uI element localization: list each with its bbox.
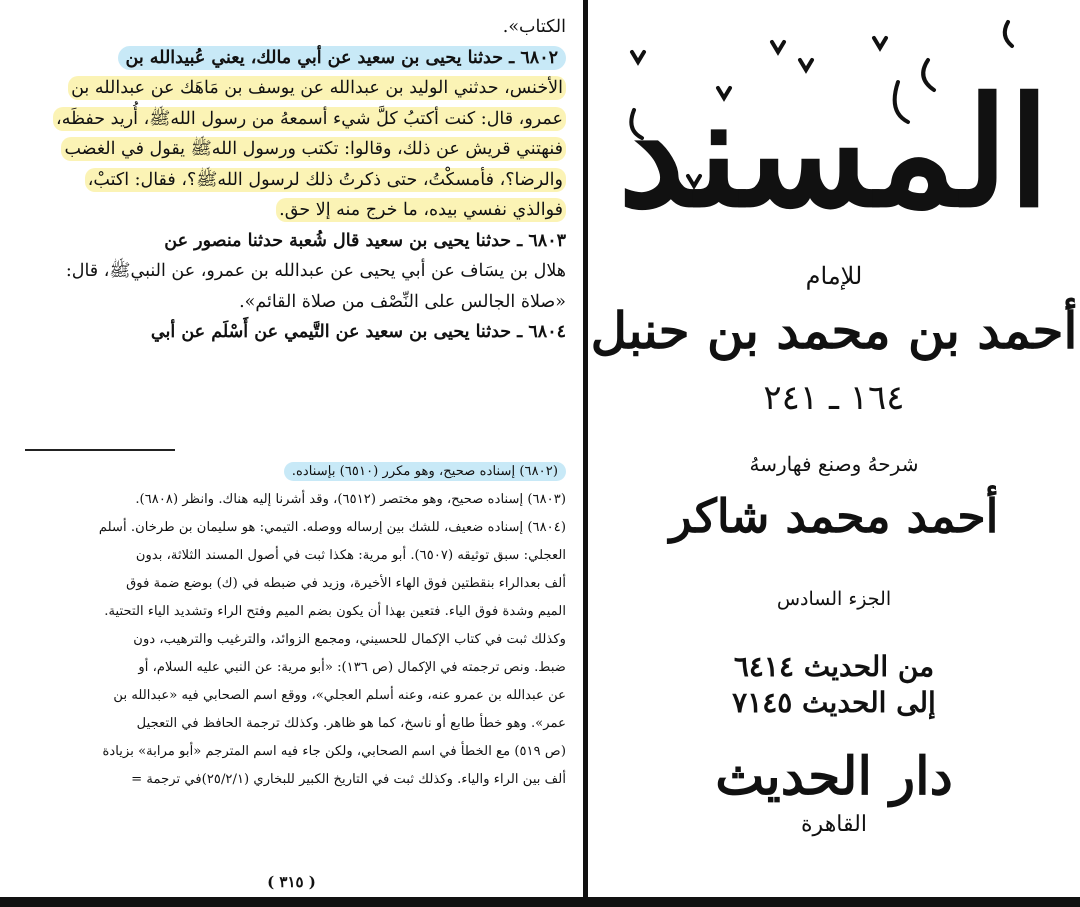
- footnote-line: ألف بعدالراء بنقطتين فوق الهاء الأخيرة، وزيد في ضبطه في (ك) بوضع ضمة فوق: [126, 576, 566, 591]
- commentary-label: شرحهُ وصنع فهارسهُ: [749, 452, 919, 476]
- text-line: فوالذي نفسي بيده، ما خرج منه إلا حق.: [18, 195, 566, 226]
- text-line: الكتاب».: [502, 17, 566, 37]
- footnote-line: (ص ٥١٩) مع الخطأ في اسم الصحابي، ولكن جاء فيه اسم المترجم «أبو مرابة» بزيادة: [102, 744, 566, 759]
- main-text: [18, 12, 566, 348]
- text-line: الأخنس، حدثني الوليد بن عبدالله عن يوسف بن مَاهَك عن عبدالله بن: [18, 73, 566, 104]
- title-page: [588, 0, 1080, 897]
- hadith-range-end: إلى الحديث ٧١٤٥: [732, 686, 936, 719]
- footnote-line: الميم وشدة فوق الياء. فتعين بهذا أن يكون بضم الميم وفتح الراء وتشديد الياء التحتية.: [104, 604, 566, 619]
- editor-name: أحمد محمد شاكر: [669, 489, 999, 543]
- text-line: «صلاة الجالس على النِّصْف من صلاة القائم».: [239, 291, 566, 312]
- hadith-6804-line: ٦٨٠٤ ـ حدثنا يحيى بن سعيد عن التَّيمي عن أَسْلَم عن أبي: [150, 322, 566, 342]
- author-name: أحمد بن محمد بن حنبل: [590, 301, 1078, 360]
- bottom-border: [0, 897, 1080, 907]
- footnote-line: العجلي: سبق توثيقه (٦٥٠٧). أبو مرية: هكذا ثبت في أصول المسند الثلاثة، بدون: [135, 548, 566, 563]
- text-line: فنهتني قريش عن ذلك، وقالوا: تكتب ورسول اللهﷺ يقول في الغضب: [18, 134, 566, 165]
- hadith-range-start: من الحديث ٦٤١٤: [733, 650, 935, 683]
- imam-label: للإمام: [805, 262, 863, 290]
- book-title: المسند: [618, 65, 1050, 241]
- footnote-divider: [25, 449, 175, 451]
- publisher-city: القاهرة: [801, 812, 867, 837]
- footnote-line: (٦٨٠٣) إسناده صحيح، وهو مختصر (٦٥١٢)، وقد أشرنا إليه هناك. وانظر (٦٨٠٨).: [135, 492, 566, 507]
- page-number: ( ٣١٥ ): [267, 873, 316, 891]
- footnote-line: ضبط. ونص ترجمته في الإكمال (ص ١٣٦): «أبو مرية: عن النبي عليه السلام، أو: [138, 660, 566, 675]
- hadith-6803-line: ٦٨٠٣ ـ حدثنا يحيى بن سعيد قال شُعبة حدثنا منصور عن: [164, 230, 566, 251]
- volume-label: الجزء السادس: [776, 588, 892, 610]
- footnote-line: (٦٨٠٢) إسناده صحيح، وهو مكرر (٦٥١٠) بإسناده.: [18, 458, 566, 486]
- author-years: ١٦٤ ـ ٢٤١: [763, 378, 905, 418]
- hadith-6802-line: ٦٨٠٢ ـ حدثنا يحيى بن سعيد عن أبي مالك، يعني عُبيدالله بن: [18, 43, 566, 74]
- text-line: والرضا؟، فأمسكْتُ، حتى ذكرتُ ذلك لرسول اللهﷺ؟، فقال: اكتبْ،: [18, 165, 566, 196]
- footnote-line: (٦٨٠٤) إسناده ضعيف، للشك بين إرساله ووصله. التيمي: هو سليمان بن طرخان. أسلم: [98, 520, 566, 535]
- publisher-name: دار الحديث: [715, 746, 953, 807]
- footnote-line: عن عبدالله بن عمرو عنه، وعنه أسلم العجلي»، ووقع اسم الصحابي فيه «عبدالله بن: [113, 688, 566, 703]
- footnote-line: عمر». وهو خطأ طابع أو ناسخ، كما هو ظاهر. وكذلك ترجمة الحافظ في التعجيل: [136, 716, 566, 731]
- text-line: هلال بن يسَاف عن أبي يحيى عن عبدالله بن عمرو، عن النبيﷺ، قال:: [65, 261, 566, 281]
- footnote-line: وكذلك ثبت في كتاب الإكمال للحسيني، ومجمع الزوائد، والترغيب والترهيب، دون: [133, 632, 566, 647]
- footnote-line: ألف بين الراء والياء. وكذلك ثبت في التاريخ الكبير للبخاري (٢٥/٢/١)في ترجمة =: [131, 772, 566, 787]
- footnotes: [18, 458, 566, 794]
- text-line: عمرو، قال: كنت أكتبُ كلَّ شيء أسمعهُ من رسول اللهﷺ، أُريد حفظَه،: [18, 104, 566, 135]
